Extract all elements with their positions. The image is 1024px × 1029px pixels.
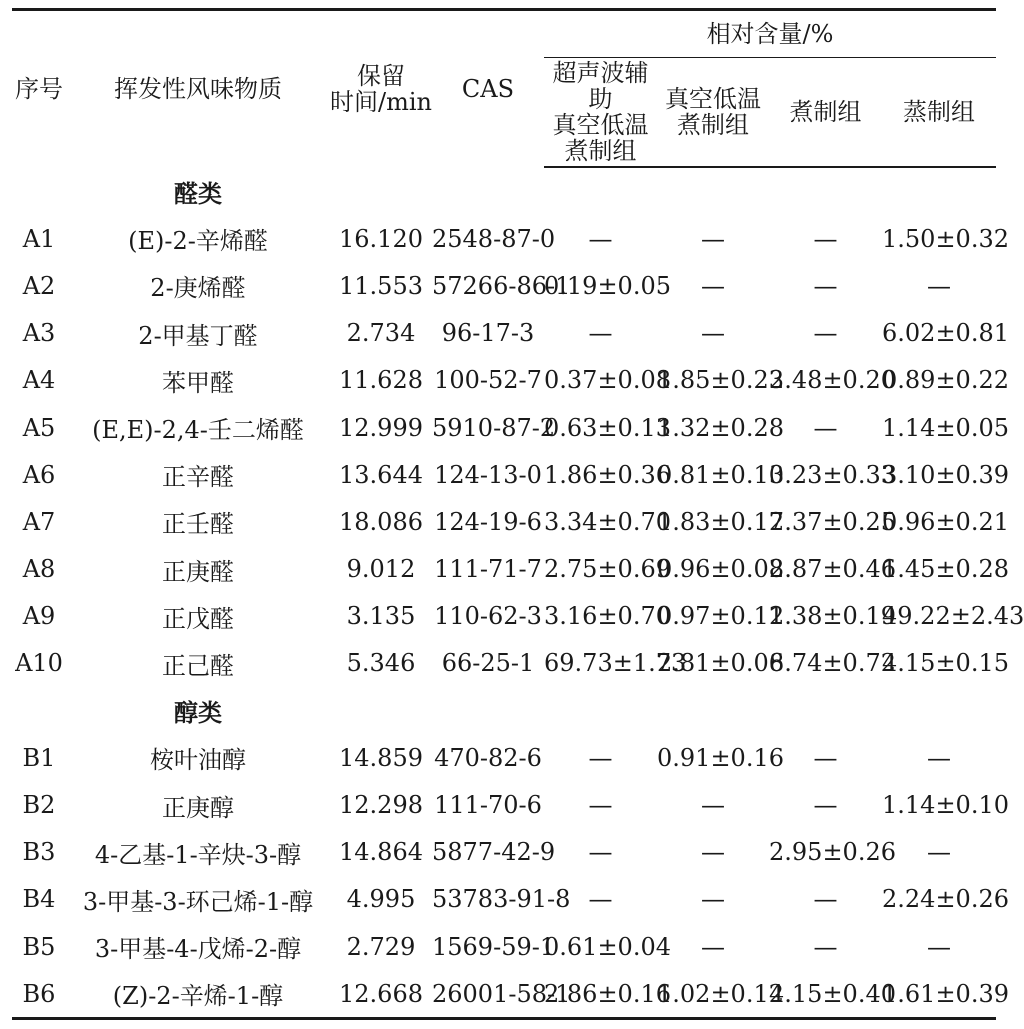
cell-value-steamed: 1.14±0.10 <box>882 791 1009 820</box>
table-row <box>12 215 996 262</box>
cell-compound-name: 4-乙基-1-辛炔-3-醇 <box>94 840 302 869</box>
cell-value-steamed: — <box>927 271 951 300</box>
cell-value-boiled: — <box>813 791 838 820</box>
header-col2-line1: 真空低温 <box>665 85 761 113</box>
cell-retention-time: 9.012 <box>346 555 416 584</box>
cell-value-steamed: 1.45±0.28 <box>882 555 1009 584</box>
cell-empty <box>12 167 66 215</box>
cell-value-steamed: 49.22±2.43 <box>882 602 1024 631</box>
cell-value-boiled: 2.95±0.26 <box>769 838 896 867</box>
table-row <box>12 451 996 498</box>
cell-value-boiled: — <box>813 319 838 348</box>
table-row <box>12 923 996 970</box>
cell-value-steamed: 3.10±0.39 <box>882 460 1009 489</box>
cell-retention-time: 12.999 <box>339 413 423 442</box>
cell-retention-time: 2.729 <box>346 932 416 961</box>
cell-compound-name: (E,E)-2,4-壬二烯醛 <box>92 416 304 445</box>
cell-retention-time: 5.346 <box>346 649 416 678</box>
cell-value-vacuum: 1.83±0.17 <box>657 507 784 536</box>
cell-compound-name: (E)-2-辛烯醛 <box>128 227 268 256</box>
cell-retention-time: 14.864 <box>339 838 423 867</box>
cell-cas: 111-70-6 <box>434 791 542 820</box>
cell-id: B2 <box>22 791 56 820</box>
cell-compound-name: 正庚醇 <box>162 793 234 822</box>
cell-cas: 96-17-3 <box>441 319 535 348</box>
cell-value-ultrasonic-vacuum: 3.34±0.70 <box>544 507 671 536</box>
cell-value-vacuum: 2.81±0.06 <box>657 649 784 678</box>
cell-compound-name: 2-庚烯醛 <box>150 274 246 303</box>
cell-value-boiled: 3.23±0.33 <box>769 460 896 489</box>
cell-id: A7 <box>22 507 56 536</box>
table-row <box>12 781 996 828</box>
category-row <box>12 687 996 734</box>
cell-id: A10 <box>15 649 63 678</box>
header-col2-line2: 煮制组 <box>677 111 749 139</box>
cell-value-boiled: 2.38±0.19 <box>769 602 896 631</box>
cell-empty <box>330 167 432 215</box>
cell-cas: 66-25-1 <box>441 649 535 678</box>
header-name: 挥发性风味物质 <box>66 10 330 168</box>
cell-id: B4 <box>22 885 56 914</box>
cell-value-boiled: — <box>813 271 838 300</box>
table-header <box>12 10 996 168</box>
header-col3: 煮制组 <box>769 58 882 168</box>
cell-value-ultrasonic-vacuum: — <box>588 885 613 914</box>
cell-id: A5 <box>22 413 56 442</box>
header-col1 <box>544 58 657 168</box>
cell-value-vacuum: — <box>701 838 725 867</box>
cell-id: A3 <box>22 319 56 348</box>
cell-value-boiled: 2.87±0.46 <box>769 555 896 584</box>
cell-value-ultrasonic-vacuum: — <box>588 319 613 348</box>
header-retention-time <box>330 10 432 168</box>
cell-value-ultrasonic-vacuum: — <box>588 838 613 867</box>
table-row <box>12 310 996 357</box>
table-row <box>12 970 996 1019</box>
cell-compound-name: 苯甲醛 <box>162 368 234 397</box>
table-row <box>12 404 996 451</box>
cell-compound-name: 正己醛 <box>162 651 234 680</box>
cell-empty <box>657 687 769 734</box>
cell-value-boiled: 2.37±0.25 <box>769 507 896 536</box>
cell-value-boiled: 8.74±0.72 <box>769 649 896 678</box>
cell-cas: 1569-59-1 <box>432 932 556 961</box>
cell-cas: 5910-87-2 <box>432 413 556 442</box>
cell-value-steamed: 0.89±0.22 <box>882 366 1009 395</box>
cell-compound-name: 正庚醛 <box>162 557 234 586</box>
cell-retention-time: 13.644 <box>339 460 423 489</box>
category-row <box>12 167 996 215</box>
cell-retention-time: 3.135 <box>346 602 416 631</box>
cell-id: A4 <box>22 366 56 395</box>
cell-value-vacuum: 0.91±0.16 <box>657 743 784 772</box>
cell-value-vacuum: — <box>701 932 725 961</box>
cell-id: A6 <box>22 460 56 489</box>
cell-compound-name: 3-甲基-3-环己烯-1-醇 <box>82 887 314 916</box>
header-id: 序号 <box>12 10 66 168</box>
cell-retention-time: 12.668 <box>330 970 432 1019</box>
cell-cas: 5877-42-9 <box>432 838 556 867</box>
cell-compound-name: 正壬醛 <box>162 510 234 539</box>
cell-compound-name: (Z)-2-辛烯-1-醇 <box>66 970 330 1019</box>
cell-id: B6 <box>12 970 66 1019</box>
header-relative-content: 相对含量/% <box>544 10 996 58</box>
cell-retention-time: 12.298 <box>339 791 423 820</box>
cell-empty <box>657 167 769 215</box>
cell-cas: 100-52-7 <box>434 366 542 395</box>
cell-value-ultrasonic-vacuum: 0.37±0.08 <box>544 366 671 395</box>
cell-value-steamed: — <box>927 838 951 867</box>
cell-retention-time: 2.734 <box>346 319 416 348</box>
header-rt-line1: 保留 <box>357 62 405 90</box>
cell-value-steamed: 0.96±0.21 <box>882 507 1009 536</box>
cell-retention-time: 16.120 <box>339 224 423 253</box>
cell-value-vacuum: — <box>701 885 725 914</box>
cell-value-boiled: — <box>813 224 838 253</box>
header-col1-line2: 真空低温 <box>552 111 649 139</box>
cell-value-vacuum: 1.02±0.12 <box>657 970 769 1019</box>
cell-value-vacuum: — <box>701 319 725 348</box>
cell-cas: 110-62-3 <box>434 602 542 631</box>
cell-value-boiled: — <box>813 932 838 961</box>
cell-value-steamed: 1.50±0.32 <box>882 224 1009 253</box>
cell-value-steamed: 1.61±0.39 <box>882 970 996 1019</box>
cell-compound-name: 桉叶油醇 <box>150 746 246 775</box>
cell-value-ultrasonic-vacuum: — <box>588 791 613 820</box>
cell-id: B3 <box>22 838 56 867</box>
table-row <box>12 640 996 687</box>
cell-value-ultrasonic-vacuum: 2.75±0.69 <box>544 555 671 584</box>
cell-compound-name: 3-甲基-4-戊烯-2-醇 <box>94 935 302 964</box>
table-row <box>12 357 996 404</box>
cell-value-ultrasonic-vacuum: 0.19±0.05 <box>544 271 671 300</box>
cell-value-vacuum: 0.96±0.08 <box>657 555 784 584</box>
cell-empty <box>882 167 996 215</box>
cell-cas: 470-82-6 <box>434 743 542 772</box>
cell-id: B1 <box>22 743 56 772</box>
cell-compound-name: 正戊醛 <box>162 604 234 633</box>
header-cas: CAS <box>432 10 544 168</box>
cell-value-boiled: 2.48±0.20 <box>769 366 896 395</box>
cell-value-vacuum: — <box>701 791 725 820</box>
cell-value-ultrasonic-vacuum: 3.16±0.70 <box>544 602 671 631</box>
cell-value-vacuum: — <box>701 224 725 253</box>
cell-value-steamed: 1.14±0.05 <box>882 413 1009 442</box>
cell-value-vacuum: 0.81±0.10 <box>657 460 784 489</box>
cell-empty <box>769 167 882 215</box>
table-row <box>12 734 996 781</box>
cell-id: A9 <box>22 602 56 631</box>
cell-value-ultrasonic-vacuum: — <box>588 743 613 772</box>
cell-empty <box>544 687 657 734</box>
cell-empty <box>330 687 432 734</box>
cell-compound-name: 2-甲基丁醛 <box>138 321 258 350</box>
cell-empty <box>769 687 882 734</box>
cell-id: A1 <box>22 224 56 253</box>
cell-id: B5 <box>22 932 56 961</box>
header-rt-line2: 时间/min <box>330 88 432 116</box>
cell-value-steamed: 6.02±0.81 <box>882 319 1009 348</box>
cell-compound-name: 正辛醛 <box>162 463 234 492</box>
table-row <box>12 498 996 545</box>
cell-value-vacuum: 1.32±0.28 <box>657 413 784 442</box>
table-row <box>12 546 996 593</box>
cell-value-ultrasonic-vacuum: 69.73±1.73 <box>544 649 687 678</box>
table-body <box>12 167 1024 1019</box>
cell-retention-time: 14.859 <box>339 743 423 772</box>
cell-cas: 57266-86-1 <box>432 271 571 300</box>
header-col2 <box>657 58 769 168</box>
cell-cas: 124-19-6 <box>434 507 542 536</box>
cell-retention-time: 11.628 <box>339 366 423 395</box>
cell-value-steamed: — <box>927 743 951 772</box>
cell-value-ultrasonic-vacuum: 0.63±0.13 <box>544 413 671 442</box>
volatile-compounds-table <box>12 8 1024 1020</box>
cell-retention-time: 18.086 <box>339 507 423 536</box>
cell-value-boiled: — <box>813 885 838 914</box>
cell-id: A8 <box>22 555 56 584</box>
table-row <box>12 876 996 923</box>
cell-value-ultrasonic-vacuum: 0.61±0.04 <box>544 932 671 961</box>
cell-empty <box>432 167 544 215</box>
cell-value-ultrasonic-vacuum: — <box>588 224 613 253</box>
cell-empty <box>432 687 544 734</box>
cell-cas: 2548-87-0 <box>432 224 556 253</box>
cell-cas: 111-71-7 <box>434 555 542 584</box>
cell-value-vacuum: — <box>701 271 725 300</box>
cell-value-ultrasonic-vacuum: 1.86±0.36 <box>544 460 671 489</box>
cell-value-boiled: — <box>813 743 838 772</box>
cell-cas: 53783-91-8 <box>432 885 571 914</box>
cell-empty <box>12 687 66 734</box>
category-label: 醛类 <box>174 178 222 208</box>
cell-value-ultrasonic-vacuum: 2.86±0.16 <box>544 970 657 1019</box>
cell-cas: 124-13-0 <box>434 460 542 489</box>
cell-value-steamed: 2.24±0.26 <box>882 885 1009 914</box>
table-row <box>12 829 996 876</box>
header-col1-line1: 超声波辅助 <box>552 59 649 113</box>
table-row <box>12 593 996 640</box>
cell-value-vacuum: 0.97±0.11 <box>657 602 784 631</box>
cell-cas: 26001-58-1 <box>432 970 544 1019</box>
cell-empty <box>544 167 657 215</box>
cell-value-boiled: — <box>813 413 838 442</box>
cell-value-steamed: 4.15±0.15 <box>882 649 1009 678</box>
header-col1-line3: 煮制组 <box>564 137 637 165</box>
cell-retention-time: 11.553 <box>339 271 423 300</box>
cell-retention-time: 4.995 <box>346 885 416 914</box>
header-col4: 蒸制组 <box>882 58 996 168</box>
cell-empty <box>882 687 996 734</box>
category-label: 醇类 <box>174 698 222 728</box>
cell-value-vacuum: 1.85±0.23 <box>657 366 784 395</box>
cell-id: A2 <box>22 271 56 300</box>
cell-value-steamed: — <box>927 932 951 961</box>
cell-value-boiled: 4.15±0.40 <box>769 970 882 1019</box>
table-row <box>12 262 996 309</box>
